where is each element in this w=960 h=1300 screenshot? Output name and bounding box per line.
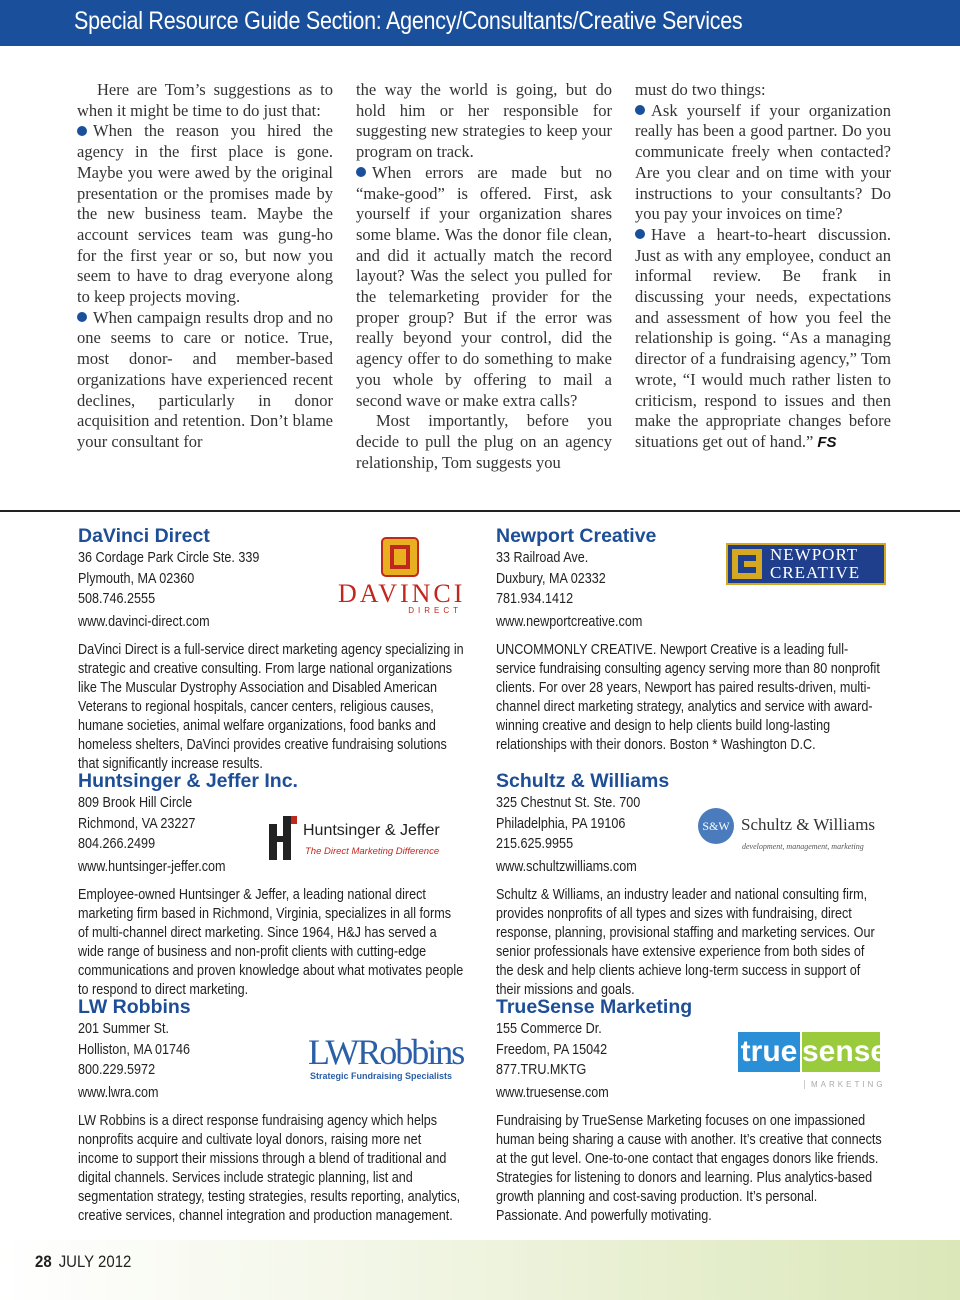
truesense-logo-sub: MARKETING <box>804 1080 886 1089</box>
listing-website[interactable]: www.lwra.com <box>78 1083 159 1101</box>
listing-description: DaVinci Direct is a full-service direct marketing agency specializing in strategic and creative consulting. From large national organizations like The Muscular Dystrophy Association and Disabled American Veterans to regional hospitals, cancer centers, religious causes, humane societies, animal welfare organizations, food banks and homeless shelters, DaVinci provides creative fundraising solutions that significantly increase results. <box>78 641 464 772</box>
article-bullet <box>77 308 333 453</box>
listing-address: 325 Chestnut St. Ste. 700 <box>496 794 641 811</box>
listing-city: Philadelphia, PA 19106 <box>496 814 626 832</box>
bullet-text: Have a heart-to-heart discussion. Just as with any employee, conduct an informal review. Be frank in discussing your needs, expectations and assessment of how you feel the relationship is going. “As a managing director of a fundraising agency,” Tom wrote, “I would much rather listen to criticism, respond to issues and then make the appropriate changes before situations get out of hand.” <box>635 224 891 451</box>
listing-name: Schultz & Williams <box>496 770 670 792</box>
bullet-icon <box>356 167 366 177</box>
bullet-text: When campaign results drop and no one seems to care or notice. True, most donor- and member-based organizations have experienced recent declines, particularly in donor acquisition and retention. Don’t blame your consultant for <box>77 307 333 451</box>
listing-address: 33 Railroad Ave. <box>496 549 589 566</box>
section-header <box>0 0 960 46</box>
listing-name: Huntsinger & Jeffer Inc. <box>78 770 298 792</box>
schultz-logo-tagline: development, management, marketing <box>742 842 864 851</box>
listing-city: Duxbury, MA 02332 <box>496 569 606 587</box>
newport-logo <box>726 543 886 585</box>
bullet-icon <box>77 312 87 322</box>
bullet-text: When errors are made but no “make-good” is offered. First, ask yourself if your organization shares some blame. Was the donor file clean, and did it actually match the record layout? Was the select you pulled for the telemarketing provider for the proper group? But if the error was really beyond your control, did the agency offer to do something to make you whole by offering to mail a second wave or make extra calls? <box>356 162 612 410</box>
listing-address: 36 Cordage Park Circle Ste. 339 <box>78 549 260 566</box>
listing-city: Freedom, PA 15042 <box>496 1040 608 1058</box>
listing-name: DaVinci Direct <box>78 525 210 547</box>
schultz-logo-text: Schultz & Williams <box>741 815 876 834</box>
bullet-icon <box>635 105 645 115</box>
listing-city: Plymouth, MA 02360 <box>78 569 195 587</box>
huntsinger-logo-text: Huntsinger & Jeffer <box>303 822 440 839</box>
article-bullet <box>77 121 333 307</box>
newport-logo-line1: NEWPORT <box>770 545 859 564</box>
truesense-logo <box>738 1030 888 1095</box>
schultz-williams-logo <box>698 806 888 856</box>
section-divider <box>0 510 960 512</box>
huntsinger-logo <box>267 814 462 866</box>
listing-description: Fundraising by TrueSense Marketing focuses on one impassioned human being sharing a cause with another. It’s creative that connects at the gut level. One-to-one contact that engages donors like friends. Strategies for listening to donors and learning. Plus analytics-based growth planning and cost-saving production. It’s personal. Passionate. And powerfully motivating. <box>496 1112 882 1224</box>
article-paragraph: Most importantly, before you decide to pull the plug on an agency relationship, Tom suggests you <box>356 411 612 472</box>
listing-phone: 781.934.1412 <box>496 590 574 607</box>
listing-website[interactable]: www.schultzwilliams.com <box>496 857 637 875</box>
bullet-icon <box>77 126 87 136</box>
listing-lw-robbins <box>78 995 468 1225</box>
listing-website[interactable]: www.davinci-direct.com <box>78 612 210 630</box>
listing-name: LW Robbins <box>78 996 191 1018</box>
listing-description: Schultz & Williams, an industry leader and national consulting firm, provides nonprofits of all types and sizes with fundraising, direct response, planning, provisional staffing and marketing services. Our senior professionals have extensive experience from both sides of the desk and help clients achieve long-term success in support of their missions and goals. <box>496 886 875 998</box>
listing-description: Employee-owned Huntsinger & Jeffer, a leading national direct marketing firm based in Richmond, Virginia, specializes in all forms of multi-channel direct marketing. Since 1964, H&J has served a wide range of business and non-profit clients with cutting-edge communications and proven knowledge about what motivates people to respond to direct marketing. <box>78 886 464 998</box>
listing-description: UNCOMMONLY CREATIVE. Newport Creative is a leading full-service fundraising consulting agency serving more than 80 nonprofit clients. For over 28 years, Newport has paired results-driven, multi-channel direct marketing strategy, analytics and service with award-winning creative and design to help clients build long-lasting relationships with their donors. Boston * Washington D.C. <box>496 641 880 753</box>
article-bullet <box>635 225 891 454</box>
article-paragraph: must do two things: <box>635 80 766 99</box>
listing-phone: 800.229.5972 <box>78 1061 156 1078</box>
page-footer <box>35 1252 131 1272</box>
end-mark: FS <box>817 433 837 451</box>
article-paragraph: Here are Tom’s suggestions as to when it might be time to do just that: <box>77 80 333 120</box>
article-column-3 <box>635 80 891 454</box>
listing-website[interactable]: www.huntsinger-jeffer.com <box>78 857 226 875</box>
bullet-text: When the reason you hired the agency in the first place is gone. Maybe you were awed by the original presentation or the promises made by the new business team. Maybe the account services team was gung-ho for the first year or so, but now you seem to have to drag everyone along to keep projects moving. <box>77 121 333 307</box>
article-bullet <box>635 101 891 225</box>
lw-robbins-logo-text: LWRobbins <box>308 1032 464 1072</box>
listing-huntsinger-jeffer <box>78 769 468 999</box>
article-paragraph: the way the world is going, but do hold him or her responsible for suggesting new strategies to keep your program on track. <box>356 80 612 162</box>
listing-city: Richmond, VA 23227 <box>78 814 196 832</box>
article-bullet <box>356 163 612 411</box>
listing-name: Newport Creative <box>496 525 657 547</box>
article-column-2 <box>356 80 612 473</box>
listing-phone: 804.266.2499 <box>78 835 156 852</box>
bullet-icon <box>635 229 645 239</box>
listing-address: 809 Brook Hill Circle <box>78 794 193 811</box>
bullet-text: Ask yourself if your organization really has been a good partner. Do you communicate freely when contacted? Are you clear and on time with your instructions to your consultants? Do you pay your invoices on time? <box>635 100 891 224</box>
truesense-logo-word1: true <box>738 1032 800 1072</box>
listing-schultz-williams <box>496 769 886 999</box>
listing-phone: 215.625.9955 <box>496 835 574 852</box>
truesense-logo-word2: sense <box>802 1032 880 1072</box>
listing-website[interactable]: www.truesense.com <box>496 1083 609 1101</box>
huntsinger-logo-tagline: The Direct Marketing Difference <box>305 846 440 857</box>
footer-band <box>0 1240 960 1300</box>
listing-address: 201 Summer St. <box>78 1020 170 1037</box>
listing-address: 155 Commerce Dr. <box>496 1020 602 1037</box>
sw-badge-icon: S&W <box>698 808 734 844</box>
listing-website[interactable]: www.newportcreative.com <box>496 612 643 630</box>
lw-robbins-logo-tagline: Strategic Fundraising Specialists <box>310 1071 453 1081</box>
hj-mark-icon <box>267 814 301 864</box>
listing-city: Holliston, MA 01746 <box>78 1040 191 1058</box>
listing-phone: 877.TRU.MKTG <box>496 1061 587 1078</box>
article-column-1 <box>77 80 333 453</box>
davinci-logo-text: DAVINCI <box>338 579 466 608</box>
page-number: 28 <box>35 1252 52 1271</box>
newport-logo-line2: CREATIVE <box>770 563 861 582</box>
davinci-logo-sub: DIRECT <box>408 606 462 615</box>
davinci-logo <box>336 535 466 620</box>
article-body <box>77 80 891 500</box>
listing-name: TrueSense Marketing <box>496 996 693 1018</box>
newport-mark-icon <box>728 545 766 583</box>
section-title: Special Resource Guide Section: Agency/Consultants/Creative Services <box>74 7 743 35</box>
listing-phone: 508.746.2555 <box>78 590 156 607</box>
listing-description: LW Robbins is a direct response fundraising agency which helps nonprofits acquire and cultivate loyal donors, raising more net income to support their missions through a blend of traditional and digital channels. Services include strategic planning, list and segmentation strategy, testing strategies, results reporting, analytics, creative services, channel integration and production management. <box>78 1112 461 1224</box>
issue-date: JULY 2012 <box>58 1252 132 1271</box>
lw-robbins-logo <box>306 1032 464 1084</box>
